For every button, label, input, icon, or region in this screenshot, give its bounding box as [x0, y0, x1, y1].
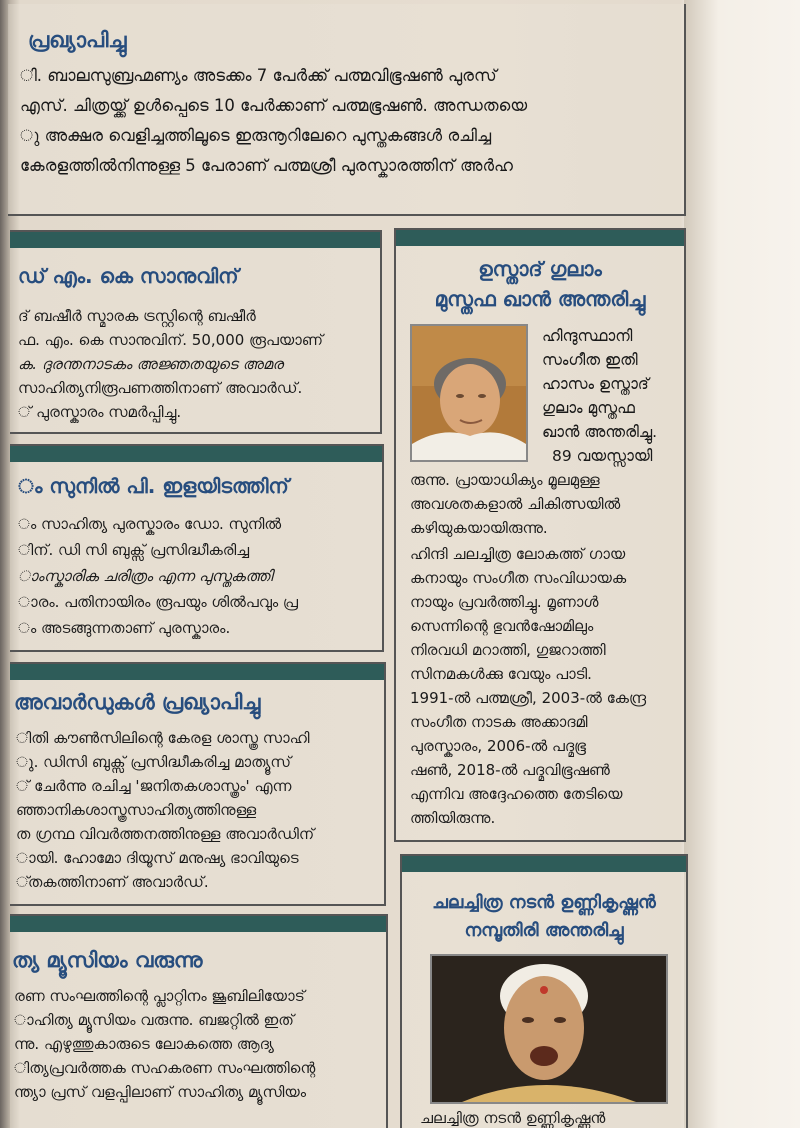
top-article-line-4: കേരളത്തിൽനിന്നുള്ള 5 പേരാണ് പത്മശ്രീ പുരസ്കാരത്തിന് അർഹ: [20, 156, 513, 175]
awards-article-line-2: ു. ഡിസി ബുക്സ് പ്രസിദ്ധീകരിച്ച മാത്യൂസ്: [16, 753, 292, 771]
sunil-article-line-2: ിന്. ഡി സി ബുക്സ് പ്രസിദ്ധീകരിച്ച: [18, 541, 250, 559]
sunil-article-line-1: ം സാഹിത്യ പുരസ്കാരം ഡോ. സുനിൽ: [18, 515, 282, 533]
sunil-article-bar: [10, 446, 382, 462]
ghulam-body-line-10: 1991-ൽ പത്മശ്രീ, 2003-ൽ കേന്ദ്ര: [410, 689, 647, 707]
ghulam-body-line-9: സിനമകൾക്കു വേയും പാടി.: [410, 665, 592, 683]
sanu-article-line-3: ക. ദുരന്തനാടകം അജ്ഞതയുടെ അമര: [18, 355, 284, 373]
ghulam-body-line-5: കനായും സംഗീത സംവിധായക: [410, 569, 627, 587]
top-article-heading: പ്രഖ്യാപിച്ചു: [28, 28, 127, 52]
ghulam-body-line-3: കഴിയുകയായിരുന്നു.: [410, 519, 548, 537]
ghulam-article-heading-1: ഉസ്താദ് ഗുലാം: [478, 257, 602, 281]
ghulam-portrait: [412, 326, 526, 460]
ghulam-body-line-2: അവശതകളാൽ ചികിത്സയിൽ: [410, 495, 621, 513]
ghulam-article: [394, 228, 686, 842]
ghulam-side-line-6: 89 വയസ്സായി: [552, 447, 653, 465]
unni-article-heading-1: ചലച്ചിത്ര നടൻ ഉണ്ണികൃഷ്ണൻ: [432, 892, 656, 913]
ghulam-body-line-4: ഹിന്ദി ചലച്ചിത്ര ലോകത്ത് ഗായ: [410, 545, 626, 563]
unni-article-bar: [402, 856, 686, 872]
unni-portrait: [432, 956, 666, 1102]
unni-photo: [430, 954, 668, 1104]
museum-article-line-5: ന്ത്യാ പ്രസ് വളപ്പിലാണ് സാഹിത്യ മ്യൂസിയം: [14, 1083, 306, 1101]
ghulam-side-line-4: ഗുലാം മുസ്തഫ: [542, 399, 635, 417]
ghulam-body-line-8: നിരവധി മറാത്തി, ഗുജറാത്തി: [410, 641, 606, 659]
top-article-line-1: ി. ബാലസുബ്രഹ്മണ്യം അടക്കം 7 പേർക്ക് പത്മവിഭൂഷൺ പുരസ്: [20, 66, 497, 85]
top-article-line-2: എസ്. ചിത്രയ്ക്ക് ഉൾപ്പെടെ 10 പേർക്കാണ് പത്മഭൂഷൺ. അന്ധതയെ: [20, 96, 528, 115]
sunil-article-line-3: ാംസ്കാരിക ചരിത്രം എന്ന പുസ്തകത്തി: [18, 567, 273, 585]
museum-article-line-2: ാഹിത്യ മ്യൂസിയം വരുന്നു. ബജറ്റിൽ ഇത്: [14, 1011, 294, 1029]
sanu-article-heading: ഡ് എം. കെ സാനുവിന്: [18, 264, 239, 288]
unni-article-heading-2: നമ്പൂതിരി അന്തരിച്ചു: [464, 920, 624, 941]
ghulam-body-line-12: പുരസ്കാരം, 2006-ൽ പദ്മഭൂ: [410, 737, 586, 755]
ghulam-article-bar: [396, 230, 684, 246]
awards-article-line-3: ് ചേർന്നു രചിച്ച 'ജനിതകശാസ്ത്രം' എന്ന: [16, 777, 292, 795]
sunil-article-line-5: ം അടങ്ങുന്നതാണ് പുരസ്കാരം.: [18, 619, 231, 637]
ghulam-body-line-15: ത്തിയിരുന്നു.: [410, 809, 496, 827]
museum-article-line-4: ിത്യപ്രവർത്തക സഹകരണ സംഘത്തിന്റെ: [14, 1059, 316, 1077]
sanu-article-line-5: ് പുരസ്കാരം സമർപ്പിച്ചു.: [18, 403, 182, 421]
museum-article-line-1: രണ സംഘത്തിന്റെ പ്ലാറ്റിനം ജൂബിലിയോട്: [14, 987, 305, 1005]
ghulam-side-line-1: ഹിന്ദുസ്ഥാനി: [542, 327, 633, 345]
ghulam-article-heading-2: മുസ്തഫ ഖാൻ അന്തരിച്ചു: [434, 287, 646, 311]
awards-article-line-4: ഞ്ഞാനികശാസ്ത്രസാഹിത്യത്തിനുള്ള: [16, 801, 257, 819]
top-article: [8, 4, 686, 216]
ghulam-side-line-5: ഖാൻ അന്തരിച്ചു.: [542, 423, 658, 441]
awards-article-line-6: ായി. ഹോമോ ദിയൂസ് മനുഷ്യ ഭാവിയുടെ: [16, 849, 299, 867]
ghulam-body-line-14: എന്നിവ അദ്ദേഹത്തെ തേടിയെ: [410, 785, 623, 803]
sanu-article-line-4: സാഹിത്യനിരൂപണത്തിനാണ് അവാർഡ്.: [18, 379, 303, 397]
museum-article-line-3: ന്നു. എഴുത്തുകാരുടെ ലോകത്തെ ആദ്യ: [14, 1035, 274, 1053]
ghulam-body-line-7: സെന്നിന്റെ ഭുവൻഷോമിലും: [410, 617, 594, 635]
awards-article: [10, 662, 386, 906]
ghulam-side-line-2: സംഗീത ഇതി: [542, 351, 638, 369]
museum-article: [10, 914, 388, 1128]
unni-article: [400, 854, 688, 1128]
ghulam-body-line-6: നായും പ്രവർത്തിച്ചു. മൃണാൾ: [410, 593, 599, 611]
sunil-article-heading: ം സുനിൽ പി. ഇളയിടത്തിന്: [18, 474, 289, 498]
sanu-article-line-1: ദ് ബഷീർ സ്മാരക ട്രസ്റ്റിന്റെ ബഷീർ: [18, 307, 256, 325]
ghulam-body-line-11: സംഗീത നാടക അക്കാദമി: [410, 713, 588, 731]
ghulam-photo: [410, 324, 528, 462]
museum-article-bar: [10, 916, 386, 932]
awards-article-heading: അവാർഡുകൾ പ്രഖ്യാപിച്ചു: [14, 690, 261, 714]
sunil-article-line-4: ാരം. പതിനായിരം രൂപയും ശിൽപവും പ്ര: [18, 593, 299, 611]
awards-article-line-1: ിതി കൗൺസിലിന്റെ കേരള ശാസ്ത്ര സാഹി: [16, 729, 310, 747]
awards-article-line-5: ത ഗ്രന്ഥ വിവർത്തനത്തിനുള്ള അവാർഡിന്: [16, 825, 315, 843]
top-article-line-3: ു അക്ഷര വെളിച്ചത്തിലൂടെ ഇരുനൂറിലേറെ പുസ്തകങ്ങൾ രചിച്ച: [20, 126, 492, 145]
ghulam-body-line-13: ഷൺ, 2018-ൽ പദ്മവിഭൂഷൺ: [410, 761, 610, 779]
ghulam-body-line-1: രുന്നു. പ്രായാധിക്യം മൂലമുള്ള: [410, 471, 600, 489]
sunil-article: [10, 444, 384, 652]
unni-caption: ചലച്ചിത്ര നടൻ ഉണ്ണികൃഷ്ണൻ: [420, 1109, 606, 1127]
awards-article-line-7: ്തകത്തിനാണ് അവാർഡ്.: [16, 873, 209, 891]
awards-article-bar: [10, 664, 384, 680]
sanu-article: [10, 230, 382, 434]
page-edge: [684, 0, 800, 1128]
museum-article-heading: ത്യ മ്യൂസിയം വരുന്നു: [12, 948, 203, 972]
sanu-article-line-2: ഫ. എം. കെ സാനുവിന്. 50,000 രൂപയാണ്: [18, 331, 323, 349]
ghulam-side-line-3: ഹാസം ഉസ്താദ്: [542, 375, 649, 393]
sanu-article-bar: [10, 232, 380, 248]
